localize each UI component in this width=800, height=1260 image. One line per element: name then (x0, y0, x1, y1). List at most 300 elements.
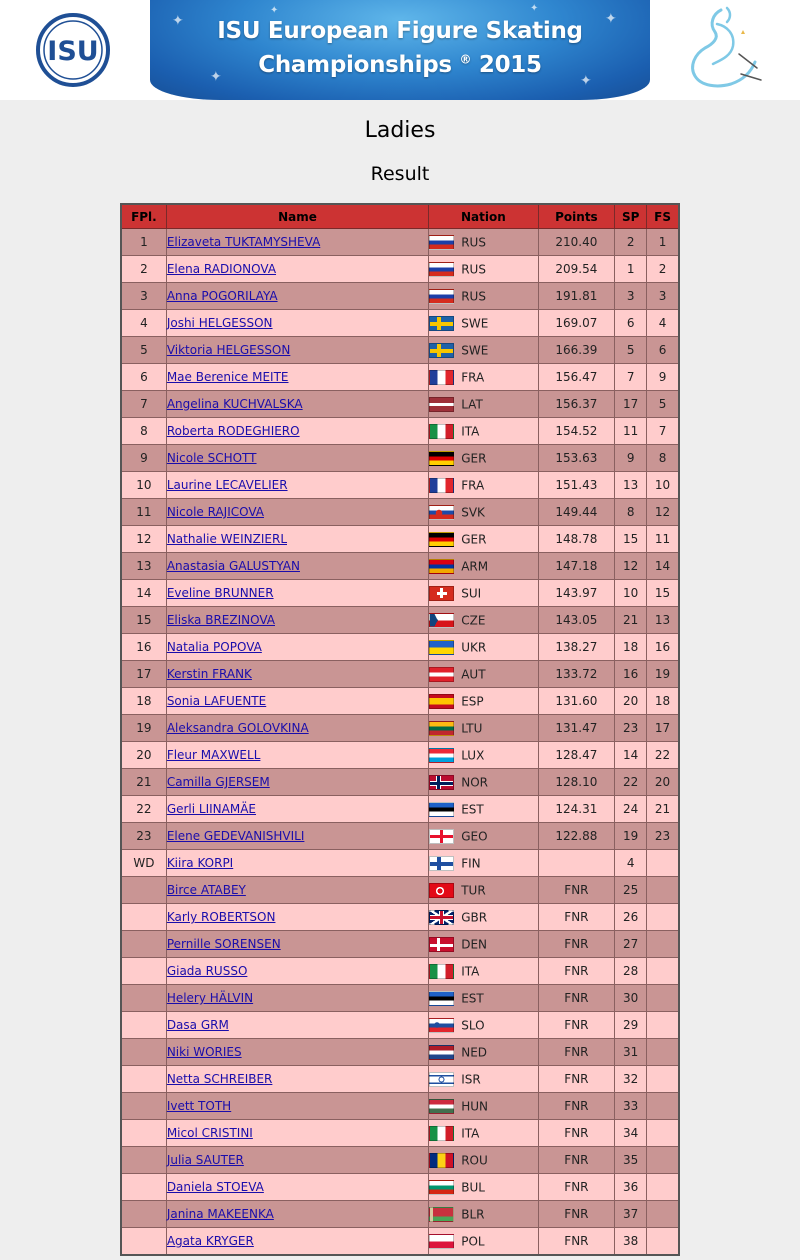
cell-fpl (121, 1228, 166, 1256)
cell-fpl (121, 1066, 166, 1093)
table-row (121, 1012, 679, 1039)
cell-points: 131.60 (538, 688, 615, 715)
cell-name (166, 1012, 428, 1039)
skater-name-link[interactable]: Helery HÄLVIN (166, 991, 254, 1005)
cell-points: 154.52 (538, 418, 615, 445)
cell-fs (647, 1201, 679, 1228)
skater-name-link[interactable]: Daniela STOEVA (166, 1180, 264, 1194)
cell-fs: 23 (647, 823, 679, 850)
nation-code: ITA (461, 1126, 480, 1140)
cell-nation (429, 1066, 538, 1093)
skater-name-link[interactable]: Camilla GJERSEM (166, 775, 270, 789)
cell-name (166, 796, 428, 823)
cell-fpl (121, 877, 166, 904)
table-row (121, 580, 679, 607)
skater-name-link[interactable]: Joshi HELGESSON (166, 316, 273, 330)
table-row (121, 256, 679, 283)
nation-code: EST (461, 991, 484, 1005)
table-row (121, 283, 679, 310)
nation-code: GEO (461, 829, 488, 843)
cell-points: 138.27 (538, 634, 615, 661)
skater-name-link[interactable]: Roberta RODEGHIERO (166, 424, 300, 438)
cell-nation (429, 661, 538, 688)
cell-fs: 17 (647, 715, 679, 742)
skater-name-link[interactable]: Kerstin FRANK (166, 667, 252, 681)
cell-points: FNR (538, 1039, 615, 1066)
table-row (121, 931, 679, 958)
cell-nation (429, 715, 538, 742)
nation-code: GER (461, 532, 487, 546)
nation-code: TUR (461, 883, 486, 897)
cell-fpl: 12 (121, 526, 166, 553)
nation-code: FRA (461, 370, 485, 384)
skater-name-link[interactable]: Elizaveta TUKTAMYSHEVA (166, 235, 321, 249)
flag-icon (429, 1234, 454, 1249)
flag-icon (429, 829, 454, 844)
championship-banner (150, 0, 650, 100)
cell-fpl (121, 1174, 166, 1201)
skater-name-link[interactable]: Nicole RAJICOVA (166, 505, 264, 519)
isu-logo[interactable] (36, 13, 110, 87)
nation-code: HUN (461, 1099, 489, 1113)
cell-name (166, 310, 428, 337)
cell-fpl (121, 1120, 166, 1147)
cell-fpl: 16 (121, 634, 166, 661)
nation-code: BLR (461, 1207, 485, 1221)
flag-icon (429, 559, 454, 574)
table-row (121, 499, 679, 526)
cell-name (166, 1147, 428, 1174)
cell-fs (647, 1039, 679, 1066)
flag-icon (429, 1018, 454, 1033)
cell-nation (429, 256, 538, 283)
nation-code: ROU (461, 1153, 488, 1167)
cell-name (166, 283, 428, 310)
banner-championships-text: Championships (258, 52, 452, 78)
banner-title-line1: ISU European Figure Skating (217, 18, 583, 44)
nation-code: LAT (461, 397, 483, 411)
cell-sp: 11 (615, 418, 647, 445)
table-row (121, 391, 679, 418)
cell-points: 210.40 (538, 229, 615, 256)
cell-fs: 21 (647, 796, 679, 823)
cell-name (166, 499, 428, 526)
skater-name-link[interactable]: Agata KRYGER (166, 1234, 254, 1248)
nation-code: AUT (461, 667, 486, 681)
cell-name (166, 1228, 428, 1256)
cell-points: FNR (538, 1174, 615, 1201)
nation-code: SVK (461, 505, 485, 519)
skater-name-link[interactable]: Netta SCHREIBER (166, 1072, 273, 1086)
nation-code: ESP (461, 694, 484, 708)
cell-fs: 15 (647, 580, 679, 607)
flag-icon (429, 451, 454, 466)
table-row (121, 715, 679, 742)
skater-name-link[interactable]: Anna POGORILAYA (166, 289, 278, 303)
cell-nation (429, 553, 538, 580)
col-header-sp: SP (615, 204, 647, 229)
cell-points: FNR (538, 1147, 615, 1174)
table-row (121, 1228, 679, 1256)
flag-icon (429, 1180, 454, 1195)
skater-name-link[interactable]: Aleksandra GOLOVKINA (166, 721, 309, 735)
cell-sp: 15 (615, 526, 647, 553)
sparkle-icon: ✦ (530, 3, 539, 14)
flag-icon (429, 1153, 454, 1168)
cell-name (166, 634, 428, 661)
table-row (121, 1174, 679, 1201)
results-body (121, 229, 679, 1256)
cell-nation (429, 1012, 538, 1039)
flag-icon (429, 721, 454, 736)
nation-code: SLO (461, 1018, 485, 1032)
cell-fs: 4 (647, 310, 679, 337)
flag-icon (429, 370, 454, 385)
flag-icon (429, 1207, 454, 1222)
cell-name (166, 958, 428, 985)
skater-name-link[interactable]: Elene GEDEVANISHVILI (166, 829, 305, 843)
skater-name-link[interactable]: Laurine LECAVELIER (166, 478, 288, 492)
cell-sp: 18 (615, 634, 647, 661)
skater-name-link[interactable]: Natalia POPOVA (166, 640, 262, 654)
skater-name-link[interactable]: Julia SAUTER (166, 1153, 244, 1167)
flag-icon (429, 289, 454, 304)
cell-name (166, 688, 428, 715)
nation-code: UKR (461, 640, 487, 654)
cell-nation (429, 850, 538, 877)
table-row (121, 445, 679, 472)
cell-sp: 14 (615, 742, 647, 769)
nation-code: ITA (461, 424, 480, 438)
cell-fpl: 9 (121, 445, 166, 472)
cell-nation (429, 823, 538, 850)
cell-points: FNR (538, 1066, 615, 1093)
skater-name-link[interactable]: Anastasia GALUSTYAN (166, 559, 300, 573)
flag-icon (429, 613, 454, 628)
flag-icon (429, 883, 454, 898)
cell-name (166, 850, 428, 877)
skater-name-link[interactable]: Sonia LAFUENTE (166, 694, 267, 708)
table-row (121, 1201, 679, 1228)
cell-nation (429, 931, 538, 958)
cell-points: 131.47 (538, 715, 615, 742)
skater-name-link[interactable]: Dasa GRM (166, 1018, 229, 1032)
cell-fs: 1 (647, 229, 679, 256)
cell-name (166, 904, 428, 931)
cell-fs: 16 (647, 634, 679, 661)
flag-icon (429, 748, 454, 763)
cell-name (166, 931, 428, 958)
cell-points: 209.54 (538, 256, 615, 283)
cell-points: 191.81 (538, 283, 615, 310)
cell-fs: 8 (647, 445, 679, 472)
nation-code: SWE (461, 343, 489, 357)
table-row (121, 904, 679, 931)
skater-name-link[interactable]: Janina MAKEENKA (166, 1207, 274, 1221)
cell-nation (429, 1201, 538, 1228)
skater-name-link[interactable]: Mae Berenice MEITE (166, 370, 289, 384)
nation-code: RUS (461, 262, 486, 276)
flag-icon (429, 910, 454, 925)
isu-logo-text: ISU (47, 36, 99, 67)
cell-fpl: WD (121, 850, 166, 877)
cell-fpl: 17 (121, 661, 166, 688)
flag-icon (429, 505, 454, 520)
skater-name-link[interactable]: Birce ATABEY (166, 883, 246, 897)
cell-fs (647, 1066, 679, 1093)
cell-fs: 13 (647, 607, 679, 634)
cell-name (166, 1093, 428, 1120)
cell-fpl (121, 904, 166, 931)
cell-sp: 30 (615, 985, 647, 1012)
cell-points: FNR (538, 985, 615, 1012)
cell-fpl: 6 (121, 364, 166, 391)
cell-points: 156.37 (538, 391, 615, 418)
skater-name-link[interactable]: Eveline BRUNNER (166, 586, 274, 600)
nation-code: ISR (461, 1072, 481, 1086)
cell-points: FNR (538, 931, 615, 958)
flag-icon (429, 586, 454, 601)
nation-code: FIN (461, 856, 481, 870)
skater-name-link[interactable]: Elena RADIONOVA (166, 262, 277, 276)
banner-title-line2 (150, 52, 650, 78)
flag-icon (429, 694, 454, 709)
cell-name (166, 661, 428, 688)
cell-sp: 26 (615, 904, 647, 931)
cell-points: 122.88 (538, 823, 615, 850)
cell-name (166, 769, 428, 796)
nation-code: ARM (461, 559, 489, 573)
cell-points: 147.18 (538, 553, 615, 580)
flag-icon (429, 343, 454, 358)
cell-sp: 24 (615, 796, 647, 823)
cell-points: FNR (538, 904, 615, 931)
cell-fs: 14 (647, 553, 679, 580)
skater-name-link[interactable]: Kiira KORPI (166, 856, 234, 870)
cell-sp: 25 (615, 877, 647, 904)
cell-fs: 2 (647, 256, 679, 283)
skater-name-link[interactable]: Fleur MAXWELL (166, 748, 261, 762)
cell-fpl: 5 (121, 337, 166, 364)
cell-fpl: 4 (121, 310, 166, 337)
cell-nation (429, 229, 538, 256)
cell-fpl: 13 (121, 553, 166, 580)
skater-name-link[interactable]: Viktoria HELGESSON (166, 343, 291, 357)
cell-nation (429, 904, 538, 931)
cell-fpl: 18 (121, 688, 166, 715)
table-row (121, 661, 679, 688)
flag-icon (429, 235, 454, 250)
cell-fs: 3 (647, 283, 679, 310)
skater-name-link[interactable]: Micol CRISTINI (166, 1126, 253, 1140)
cell-sp: 19 (615, 823, 647, 850)
col-header-nation: Nation (429, 204, 538, 229)
skater-name-link[interactable]: Angelina KUCHVALSKA (166, 397, 303, 411)
table-row (121, 634, 679, 661)
sparkle-icon: ✦ (270, 5, 279, 16)
cell-fs: 18 (647, 688, 679, 715)
cell-points: FNR (538, 958, 615, 985)
cell-points: 169.07 (538, 310, 615, 337)
cell-sp: 6 (615, 310, 647, 337)
cell-fpl (121, 931, 166, 958)
skater-name-link[interactable]: Giada RUSSO (166, 964, 248, 978)
nation-code: EST (461, 802, 484, 816)
sparkle-icon: ✦ (172, 13, 184, 29)
cell-name (166, 1201, 428, 1228)
cell-nation (429, 742, 538, 769)
cell-nation (429, 418, 538, 445)
cell-name (166, 337, 428, 364)
cell-fs: 22 (647, 742, 679, 769)
cell-points (538, 850, 615, 877)
cell-fs (647, 1228, 679, 1256)
cell-points: FNR (538, 877, 615, 904)
cell-sp: 8 (615, 499, 647, 526)
col-header-name: Name (166, 204, 428, 229)
cell-sp: 33 (615, 1093, 647, 1120)
cell-nation (429, 472, 538, 499)
flag-icon (429, 532, 454, 547)
cell-points: 128.47 (538, 742, 615, 769)
cell-sp: 35 (615, 1147, 647, 1174)
cell-points: 143.05 (538, 607, 615, 634)
table-row (121, 688, 679, 715)
table-row (121, 796, 679, 823)
table-row (121, 1093, 679, 1120)
results-table (120, 203, 680, 1256)
cell-sp: 17 (615, 391, 647, 418)
cell-nation (429, 607, 538, 634)
cell-sp: 32 (615, 1066, 647, 1093)
cell-fs: 12 (647, 499, 679, 526)
cell-fpl: 23 (121, 823, 166, 850)
cell-fpl: 8 (121, 418, 166, 445)
cell-fpl (121, 985, 166, 1012)
table-row (121, 985, 679, 1012)
flag-icon (429, 937, 454, 952)
table-row (121, 553, 679, 580)
skater-name-link[interactable]: Niki WORIES (166, 1045, 242, 1059)
cell-points: FNR (538, 1201, 615, 1228)
skater-logo-icon (683, 4, 767, 96)
cell-name (166, 1174, 428, 1201)
cell-points: 124.31 (538, 796, 615, 823)
flag-icon (429, 262, 454, 277)
table-row (121, 229, 679, 256)
nation-code: BUL (461, 1180, 485, 1194)
cell-fpl: 14 (121, 580, 166, 607)
cell-fs (647, 877, 679, 904)
cell-points: FNR (538, 1120, 615, 1147)
skater-name-link[interactable]: Karly ROBERTSON (166, 910, 276, 924)
nation-code: GER (461, 451, 487, 465)
cell-name (166, 607, 428, 634)
cell-fpl (121, 1093, 166, 1120)
cell-name (166, 715, 428, 742)
nation-code: RUS (461, 235, 486, 249)
cell-fpl (121, 1039, 166, 1066)
table-row (121, 1147, 679, 1174)
cell-fs: 11 (647, 526, 679, 553)
cell-fpl: 10 (121, 472, 166, 499)
result-title: Result (370, 163, 430, 185)
cell-sp: 10 (615, 580, 647, 607)
nation-code: GBR (461, 910, 488, 924)
cell-fs (647, 1147, 679, 1174)
cell-sp: 27 (615, 931, 647, 958)
cell-fpl: 7 (121, 391, 166, 418)
flag-icon (429, 667, 454, 682)
flag-icon (429, 397, 454, 412)
cell-sp: 31 (615, 1039, 647, 1066)
nation-code: NED (461, 1045, 488, 1059)
cell-points: FNR (538, 1228, 615, 1256)
table-row (121, 1039, 679, 1066)
skater-name-link[interactable]: Gerli LIINAMÄE (166, 802, 257, 816)
skater-name-link[interactable]: Pernille SORENSEN (166, 937, 281, 951)
cell-points: 148.78 (538, 526, 615, 553)
cell-name (166, 526, 428, 553)
cell-fs (647, 904, 679, 931)
cell-fs: 7 (647, 418, 679, 445)
skater-name-link[interactable]: Nathalie WEINZIERL (166, 532, 287, 546)
cell-nation (429, 337, 538, 364)
table-row (121, 337, 679, 364)
cell-name (166, 877, 428, 904)
cell-nation (429, 499, 538, 526)
cell-fs: 20 (647, 769, 679, 796)
cell-nation (429, 1120, 538, 1147)
cell-points: 156.47 (538, 364, 615, 391)
event-title: Ladies (364, 118, 436, 143)
skater-name-link[interactable]: Eliska BREZINOVA (166, 613, 275, 627)
cell-fpl: 15 (121, 607, 166, 634)
cell-nation (429, 526, 538, 553)
cell-sp: 28 (615, 958, 647, 985)
cell-fpl (121, 1201, 166, 1228)
skater-name-link[interactable]: Ivett TOTH (166, 1099, 232, 1113)
flag-icon (429, 1045, 454, 1060)
flag-icon (429, 856, 454, 871)
cell-nation (429, 985, 538, 1012)
cell-nation (429, 1093, 538, 1120)
cell-sp: 23 (615, 715, 647, 742)
cell-fpl: 22 (121, 796, 166, 823)
skater-name-link[interactable]: Nicole SCHOTT (166, 451, 257, 465)
cell-sp: 21 (615, 607, 647, 634)
nation-code: CZE (461, 613, 486, 627)
nation-code: SWE (461, 316, 489, 330)
cell-nation (429, 580, 538, 607)
cell-nation (429, 445, 538, 472)
cell-points: 166.39 (538, 337, 615, 364)
table-row (121, 1066, 679, 1093)
cell-sp: 12 (615, 553, 647, 580)
cell-fs: 6 (647, 337, 679, 364)
flag-icon (429, 1072, 454, 1087)
table-row (121, 877, 679, 904)
cell-fs: 10 (647, 472, 679, 499)
cell-nation (429, 1039, 538, 1066)
page-header (0, 0, 800, 100)
cell-name (166, 553, 428, 580)
cell-nation (429, 877, 538, 904)
flag-icon (429, 424, 454, 439)
cell-fpl (121, 958, 166, 985)
cell-nation (429, 796, 538, 823)
cell-sp: 38 (615, 1228, 647, 1256)
